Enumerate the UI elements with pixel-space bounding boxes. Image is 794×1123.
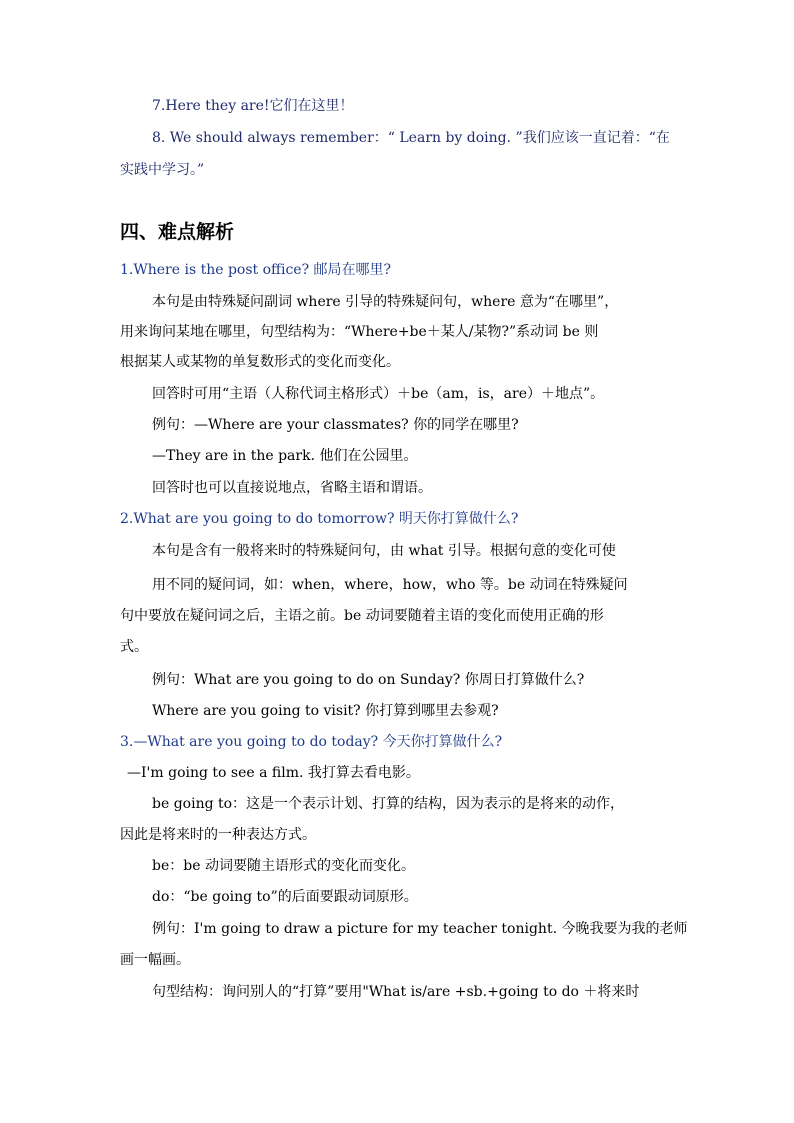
point-3-line: be going to：这是一个表示计划、打算的结构，因为表示的是将来的动作， [152,796,625,812]
point-3-example: 例句：I'm going to draw a picture for my teacher tonight. 今晚我要为我的老师 [152,921,688,937]
point-1-line: 本句是由特殊疑问副词 where 引导的特殊疑问句，where 意为“在哪里”， [152,294,619,310]
point-1-line: 回答时可用“主语（人称代词主格形式）＋be（am，is，are）＋地点”。 [152,386,605,402]
point-1-line: 回答时也可以直接说地点，省略主语和谓语。 [152,480,432,496]
point-1-example: —They are in the park. 他们在公园里。 [152,448,418,464]
point-3-line: do：“be going to”的后面要跟动词原形。 [152,889,418,905]
example-8-line-2: 实践中学习。” [120,162,205,178]
point-2-title: 2.What are you going to do tomorrow? 明天你打算做什么? [120,511,519,527]
example-8-line-1: 8. We should always remember：“ Learn by doing. ”我们应该一直记着：“在 [152,130,670,146]
point-1-line: 用来询问某地在哪里，句型结构为：“Where+be＋某人/某物?”系动词 be 则 [120,324,599,340]
point-3-line: 因此是将来时的一种表达方式。 [120,827,316,843]
point-2-line: 式。 [120,639,148,655]
section-heading: 四、难点解析 [120,221,235,243]
point-2-line: 用不同的疑问词，如：when，where，how，who 等。be 动词在特殊疑问 [152,577,628,593]
point-2-line: 句中要放在疑问词之后，主语之前。be 动词要随着主语的变化而使用正确的形 [120,608,604,624]
point-2-example: Where are you going to visit? 你打算到哪里去参观? [152,703,499,719]
point-1-title: 1.Where is the post office? 邮局在哪里? [120,262,392,278]
point-3-line: —I'm going to see a film. 我打算去看电影。 [127,765,420,781]
point-1-line: 根据某人或某物的单复数形式的变化而变化。 [120,354,400,370]
point-3-line: be：be 动词要随主语形式的变化而变化。 [152,858,415,874]
point-2-example: 例句：What are you going to do on Sunday? 你周日打算做什么? [152,672,585,688]
point-2-line: 本句是含有一般将来时的特殊疑问句，由 what 引导。根据句意的变化可使 [152,543,616,559]
example-7: 7.Here they are!它们在这里！ [152,98,354,114]
point-3-line: 画一幅画。 [120,952,190,968]
point-3-title: 3.—What are you going to do today? 今天你打算做什么? [120,734,503,750]
point-1-example: 例句：—Where are your classmates? 你的同学在哪里? [152,417,519,433]
point-3-line: 句型结构：询问别人的“打算”要用"What is/are +sb.+going to do ＋将来时 [152,984,640,1000]
